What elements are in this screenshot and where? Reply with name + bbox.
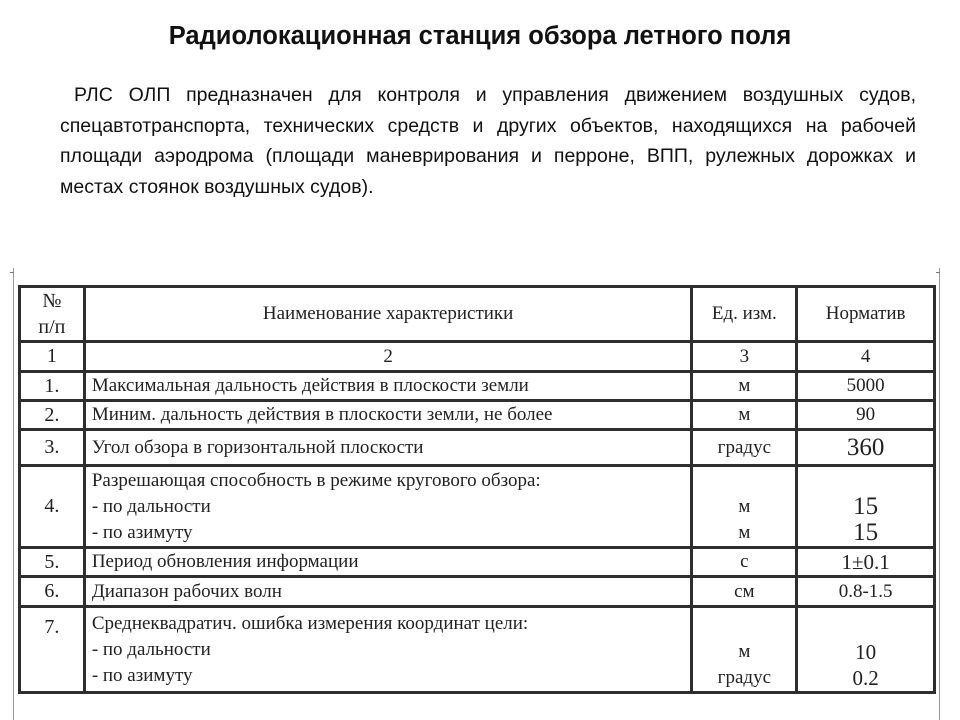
column-number: 3	[692, 342, 797, 372]
row-norm	[797, 466, 935, 548]
right-frame-tick	[936, 272, 940, 273]
column-number: 1	[20, 342, 85, 372]
row-unit: м	[692, 401, 797, 430]
row-norm-sub: 15	[853, 493, 879, 520]
row-number: 7.	[20, 607, 85, 693]
row-name: Максимальная дальность действия в плоскости земли	[84, 372, 692, 401]
row-norm: 360	[797, 430, 935, 466]
row-name: Угол обзора в горизонтальной плоскости	[84, 430, 692, 466]
description-paragraph: РЛС ОЛП предназначен для контроля и управления движением воздушных судов, спецавтотранспорта, технических средств и других объектов, находящихся на рабочей площади аэродрома (площади маневрирования и перроне, ВПП, рулежных дорожках и местах стоянок воздушных судов).	[60, 84, 916, 198]
table-row	[20, 577, 935, 607]
row-unit	[692, 607, 797, 693]
row-norm: 90	[797, 401, 935, 430]
header-norm: Норматив	[797, 287, 935, 342]
row-name-main: Среднеквадратич. ошибка измерения координат цели:	[91, 612, 529, 634]
table-row	[20, 548, 935, 577]
row-unit-sub: м	[738, 641, 751, 662]
row-number: 1.	[20, 372, 85, 401]
characteristics-table	[18, 285, 936, 694]
left-frame-rule	[13, 268, 14, 720]
header-number-line1: №	[42, 290, 62, 312]
column-number: 4	[797, 342, 935, 372]
column-number: 2	[84, 342, 692, 372]
header-name: Наименование характеристики	[84, 287, 692, 342]
row-unit: градус	[692, 430, 797, 466]
row-name: Период обновления информации	[84, 548, 692, 577]
table-row	[20, 372, 935, 401]
header-number-line2: п/п	[38, 316, 66, 338]
column-numbering-row	[20, 342, 935, 372]
row-name-sub: - по дальности	[91, 495, 211, 517]
row-unit-sub: градус	[717, 667, 771, 688]
row-norm: 5000	[797, 372, 935, 401]
row-norm-sub: 0.2	[852, 666, 879, 690]
row-name: Миним. дальность действия в плоскости земли, не более	[84, 401, 692, 430]
left-frame-tick	[10, 272, 14, 273]
row-unit: м	[692, 372, 797, 401]
row-name-sub: - по дальности	[91, 638, 211, 660]
header-unit: Ед. изм.	[692, 287, 797, 342]
row-name-main: Разрешающая способность в режиме кругового обзора:	[91, 469, 541, 491]
row-number: 2.	[20, 401, 85, 430]
right-frame-rule	[939, 268, 940, 720]
row-number: 3.	[20, 430, 85, 466]
table-row	[20, 401, 935, 430]
row-number: 5.	[20, 548, 85, 577]
header-number	[20, 287, 85, 342]
row-unit: см	[692, 577, 797, 607]
row-name	[84, 607, 692, 693]
row-unit	[692, 466, 797, 548]
row-name	[84, 466, 692, 548]
row-norm: 0.8-1.5	[797, 577, 935, 607]
row-number: 4.	[20, 466, 85, 548]
row-name-sub: - по азимуту	[91, 521, 193, 543]
row-unit: с	[692, 548, 797, 577]
table-header-row	[20, 287, 935, 342]
table-row	[20, 466, 935, 548]
row-norm-sub: 10	[855, 640, 877, 664]
row-name-sub: - по азимуту	[91, 664, 193, 686]
table-row	[20, 430, 935, 466]
page-title: Радиолокационная станция обзора летного поля	[168, 22, 792, 50]
row-unit-sub: м	[738, 522, 751, 543]
row-number: 6.	[20, 577, 85, 607]
row-norm: 1±0.1	[797, 548, 935, 577]
row-name: Диапазон рабочих волн	[84, 577, 692, 607]
row-unit-sub: м	[738, 496, 751, 517]
table-row	[20, 607, 935, 693]
row-norm	[797, 607, 935, 693]
row-norm-sub: 15	[853, 519, 879, 546]
